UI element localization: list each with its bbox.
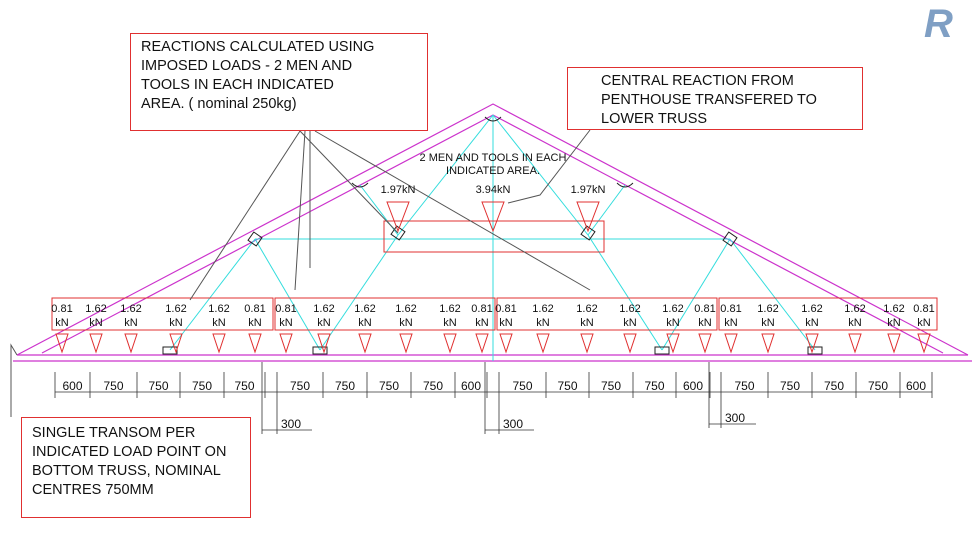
bottom-load-unit: kN xyxy=(580,317,594,329)
bottom-load-unit: kN xyxy=(358,317,372,329)
spacing-label: 750 xyxy=(103,379,124,393)
bottom-load-value: 0.81 xyxy=(720,303,742,315)
bottom-load-value: 0.81 xyxy=(471,303,493,315)
spacing-label: 600 xyxy=(682,379,704,393)
spacing-label: 600 xyxy=(460,379,482,393)
bottom-load-value: 1.62 xyxy=(844,303,866,315)
bottom-load-unit: kN xyxy=(443,317,457,329)
spacing-label: 750 xyxy=(734,379,755,393)
bottom-load-unit: kN xyxy=(279,317,293,329)
spacing-label: 750 xyxy=(148,379,169,393)
company-logo: R xyxy=(924,2,953,46)
bottom-load-value: 0.81 xyxy=(913,303,935,315)
bottom-load-arrow xyxy=(624,334,636,352)
leader-line xyxy=(295,131,305,290)
upper-load-label: 3.94kN xyxy=(475,184,511,196)
bottom-load-arrow xyxy=(280,334,292,352)
bottom-load-area xyxy=(275,298,495,330)
spacing-label: 750 xyxy=(512,379,533,393)
bottom-load-value: 1.62 xyxy=(395,303,417,315)
bottom-load-arrow xyxy=(444,334,456,352)
web-member xyxy=(730,239,815,350)
transom-block xyxy=(808,347,822,354)
upper-load-label: 1.97kN xyxy=(380,184,416,196)
bottom-load-unit: kN xyxy=(917,317,931,329)
bottom-load-unit: kN xyxy=(499,317,513,329)
leader-line xyxy=(190,131,300,300)
bottom-load-value: 1.62 xyxy=(757,303,779,315)
bottom-load-unit: kN xyxy=(475,317,489,329)
bottom-load-value: 1.62 xyxy=(883,303,905,315)
bottom-load-unit: kN xyxy=(248,317,262,329)
transom-block xyxy=(655,347,669,354)
bottom-load-value: 1.62 xyxy=(208,303,230,315)
bottom-load-arrow xyxy=(400,334,412,352)
bottom-load-arrow xyxy=(888,334,900,352)
central-reaction-callout: CENTRAL REACTION FROM PENTHOUSE TRANSFERED TO LOWER TRUSS xyxy=(567,67,863,130)
leader-line xyxy=(11,345,17,417)
bottom-load-arrow xyxy=(500,334,512,352)
bottom-load-unit: kN xyxy=(399,317,413,329)
spacing-label: 600 xyxy=(62,379,83,393)
bottom-load-arrow xyxy=(725,334,737,352)
web-member xyxy=(662,239,730,350)
bottom-load-arrow xyxy=(249,334,261,352)
bottom-load-unit: kN xyxy=(848,317,862,329)
spacing-label: 750 xyxy=(191,379,213,393)
bottom-load-value: 1.62 xyxy=(801,303,823,315)
spacing-label: 750 xyxy=(600,379,622,393)
spacing-label: 750 xyxy=(867,379,889,393)
bottom-load-unit: kN xyxy=(124,317,138,329)
upper-load-area xyxy=(384,221,604,252)
bottom-load-unit: kN xyxy=(317,317,331,329)
bottom-load-value: 0.81 xyxy=(51,303,73,315)
bottom-load-unit: kN xyxy=(698,317,712,329)
bottom-load-arrow xyxy=(762,334,774,352)
bottom-load-arrow xyxy=(581,334,593,352)
upper-note-line-2: INDICATED AREA. xyxy=(446,165,540,177)
bottom-load-arrow xyxy=(476,334,488,352)
bottom-load-unit: kN xyxy=(623,317,637,329)
bottom-load-value: 1.62 xyxy=(619,303,641,315)
bottom-load-value: 1.62 xyxy=(532,303,554,315)
bottom-load-arrow xyxy=(125,334,137,352)
bottom-load-value: 1.62 xyxy=(354,303,376,315)
bottom-load-arrow xyxy=(537,334,549,352)
spacing-label: 750 xyxy=(234,379,255,393)
upper-load-label: 1.97kN xyxy=(570,184,606,196)
offset-label: 300 xyxy=(503,417,524,431)
bottom-load-value: 0.81 xyxy=(694,303,716,315)
upper-note-line-1: 2 MEN AND TOOLS IN EACH xyxy=(419,152,567,164)
spacing-label: 750 xyxy=(422,379,444,393)
spacing-label: 750 xyxy=(378,379,400,393)
bottom-load-arrow xyxy=(359,334,371,352)
bottom-load-unit: kN xyxy=(805,317,819,329)
bottom-load-unit: kN xyxy=(724,317,738,329)
bottom-load-unit: kN xyxy=(761,317,775,329)
bottom-load-arrow xyxy=(849,334,861,352)
web-member xyxy=(170,239,255,350)
bottom-load-value: 0.81 xyxy=(275,303,297,315)
bottom-load-unit: kN xyxy=(55,317,69,329)
spacing-label: 750 xyxy=(557,379,578,393)
bottom-load-value: 1.62 xyxy=(662,303,684,315)
reactions-callout: REACTIONS CALCULATED USING IMPOSED LOADS - 2 MEN AND TOOLS IN EACH INDICATED AREA. ( nominal 250kg) xyxy=(130,33,428,131)
bottom-load-value: 1.62 xyxy=(120,303,142,315)
bottom-load-value: 1.62 xyxy=(439,303,461,315)
spacing-label: 750 xyxy=(289,379,311,393)
offset-label: 300 xyxy=(725,411,746,425)
bottom-load-arrow xyxy=(90,334,102,352)
spacing-label: 750 xyxy=(334,379,356,393)
spacing-label: 750 xyxy=(823,379,845,393)
leader-line xyxy=(300,131,398,233)
bottom-load-value: 1.62 xyxy=(313,303,335,315)
bottom-load-unit: kN xyxy=(212,317,226,329)
bottom-load-value: 1.62 xyxy=(576,303,598,315)
bottom-load-value: 0.81 xyxy=(244,303,266,315)
spacing-label: 750 xyxy=(779,379,801,393)
bottom-load-value: 1.62 xyxy=(85,303,107,315)
bottom-load-value: 0.81 xyxy=(495,303,517,315)
spacing-label: 750 xyxy=(644,379,665,393)
offset-label: 300 xyxy=(281,417,302,431)
bottom-load-unit: kN xyxy=(887,317,901,329)
bottom-load-unit: kN xyxy=(536,317,550,329)
bottom-load-arrow xyxy=(213,334,225,352)
bottom-load-unit: kN xyxy=(89,317,103,329)
bottom-load-unit: kN xyxy=(666,317,680,329)
transom-callout: SINGLE TRANSOM PER INDICATED LOAD POINT ON BOTTOM TRUSS, NOMINAL CENTRES 750MM xyxy=(21,417,251,518)
spacing-label: 600 xyxy=(905,379,927,393)
bottom-load-arrow xyxy=(699,334,711,352)
bottom-load-unit: kN xyxy=(169,317,183,329)
bottom-load-value: 1.62 xyxy=(165,303,187,315)
